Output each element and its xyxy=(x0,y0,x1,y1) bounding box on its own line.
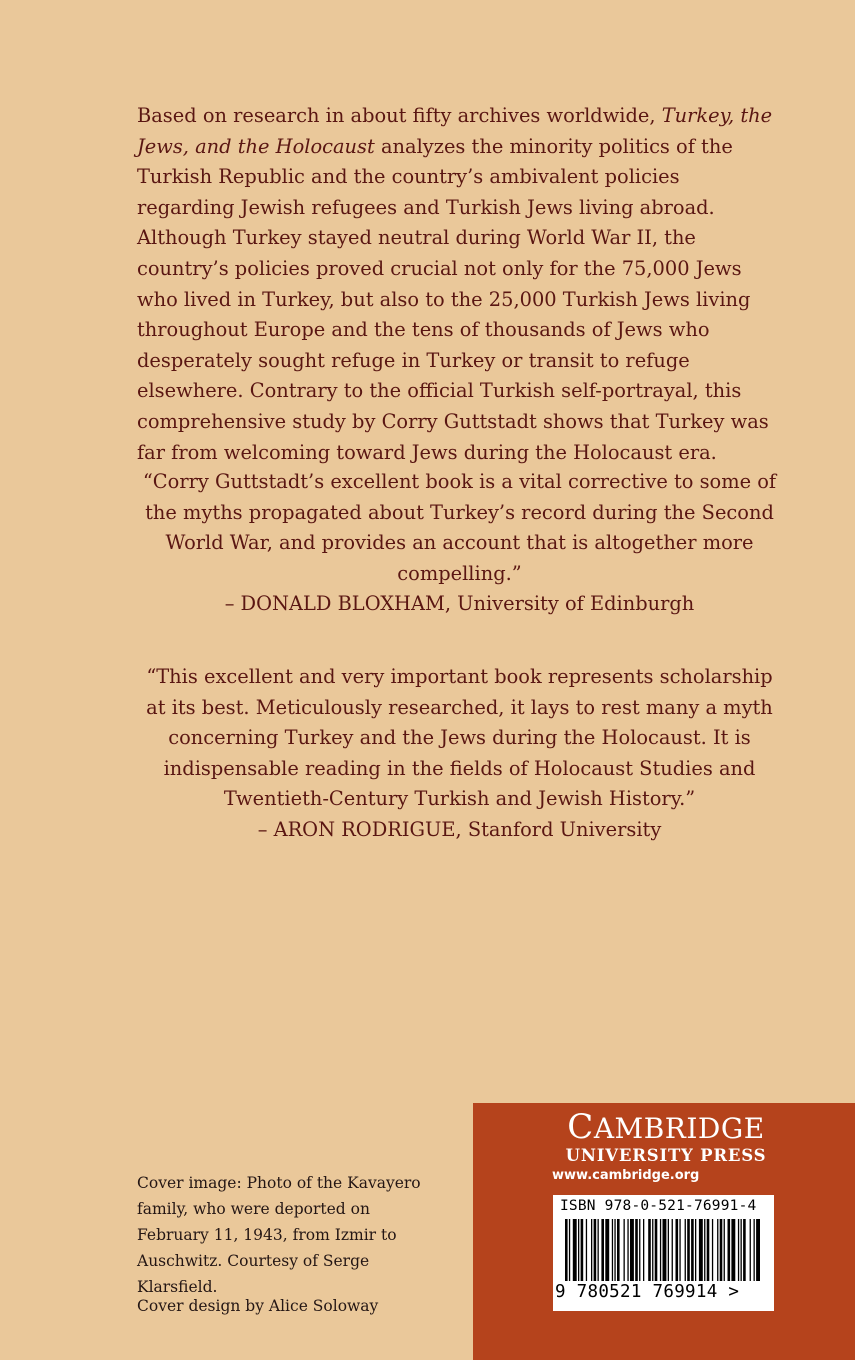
quote-text: “Corry Guttstadt’s excellent book is a vital corrective to some of the myths propagated about Turkey’s record during the Second World War, and provides an account that is altogether more compelling.” xyxy=(142,470,777,585)
barcode-bar xyxy=(565,1219,568,1281)
barcode-bar xyxy=(691,1219,694,1281)
barcode-bar xyxy=(743,1219,746,1281)
barcode-bar xyxy=(635,1219,638,1281)
quote-attribution: – ARON RODRIGUE, Stanford University xyxy=(257,817,662,841)
barcode-bar xyxy=(756,1219,760,1281)
barcode-bar xyxy=(578,1219,579,1281)
barcode-bar xyxy=(598,1219,599,1281)
barcode-bar xyxy=(668,1219,669,1281)
barcode-bar xyxy=(738,1219,739,1281)
isbn-barcode xyxy=(553,1195,774,1311)
barcode-bar xyxy=(720,1219,723,1281)
endorsement-quote xyxy=(137,662,782,846)
quote-text: “This excellent and very important book represents scholarship at its best. Meticulously researched, it lays to rest many a myth concerning Turkey and the Jews during the Holocaust. It is indispensable reading in the fields of Holocaust Studies and Twentieth-Century Turkish and Jewish History.” xyxy=(146,665,773,811)
cover-image-credit: Cover image: Photo of the Kavayero family, who were deported on February 11, 1943, from Izmir to Auschwitz. Courtesy of Serge Klarsfield. xyxy=(137,1174,421,1296)
back-cover-blurb xyxy=(137,101,782,468)
isbn-number: ISBN 978-0-521-76991-4 xyxy=(560,1198,757,1214)
barcode-bar xyxy=(601,1219,604,1281)
barcode-bar xyxy=(687,1219,690,1281)
barcode-bar xyxy=(573,1219,577,1281)
barcode-bar xyxy=(627,1219,628,1281)
publisher-name: CAMBRIDGE xyxy=(567,1107,765,1147)
barcode-bar xyxy=(704,1219,705,1281)
barcode-bar xyxy=(731,1219,735,1281)
barcode-bar xyxy=(685,1219,686,1281)
barcode-bar xyxy=(630,1219,634,1281)
barcode-bar xyxy=(605,1219,609,1281)
barcode-bar xyxy=(660,1219,661,1281)
barcode-bar xyxy=(639,1219,640,1281)
barcode-bar xyxy=(676,1219,679,1281)
blurb-text-rest: analyzes the minority politics of the Turkish Republic and the country’s ambivalent policies regarding Jewish refugees and Turkish Jews living abroad. Although Turkey stayed neutral during World War II, the country’s policies proved crucial not only for the 75,000 Jews who lived in Turkey, but also to the 25,000 Turkish Jews living throughout Europe and the tens of thousands of Jews who desperately sought refuge in Turkey or transit to refuge elsewhere. Contrary to the official Turkish self-portrayal, this comprehensive study by Corry Guttstadt shows that Turkey was far from welcoming toward Jews during the Holocaust era. xyxy=(137,134,769,464)
barcode-bar xyxy=(617,1219,620,1281)
barcode-bar xyxy=(652,1219,653,1281)
barcode-bar xyxy=(672,1219,673,1281)
publisher-url: www.cambridge.org xyxy=(552,1168,700,1183)
barcode-bar xyxy=(581,1219,584,1281)
quote-attribution: – DONALD BLOXHAM, University of Edinburgh xyxy=(224,592,695,616)
barcode-bar xyxy=(754,1219,755,1281)
cover-design-credit: Cover design by Alice Soloway xyxy=(137,1297,379,1315)
barcode-bar xyxy=(624,1219,625,1281)
blurb-text-start: Based on research in about fifty archives worldwide, xyxy=(137,104,662,127)
barcode-bar xyxy=(712,1219,713,1281)
publisher-panel xyxy=(473,1103,855,1360)
barcode-bar xyxy=(717,1219,718,1281)
barcode-bar xyxy=(699,1219,703,1281)
barcode-bar xyxy=(643,1219,644,1281)
barcode-digits: 9 780521 769914 > xyxy=(555,1282,740,1302)
barcode-bar xyxy=(586,1219,587,1281)
book-title: Turkey, the Jews, and the Holocaust xyxy=(137,104,773,158)
publisher-subname: UNIVERSITY PRESS xyxy=(565,1146,767,1165)
barcode-bar xyxy=(591,1219,592,1281)
barcode-bar xyxy=(707,1219,710,1281)
barcode-bar xyxy=(695,1219,696,1281)
barcode-bar xyxy=(741,1219,742,1281)
barcode-bar xyxy=(612,1219,613,1281)
barcode-bar xyxy=(724,1219,725,1281)
barcode-bar xyxy=(655,1219,658,1281)
endorsement-quote xyxy=(137,467,782,620)
barcode-bar xyxy=(750,1219,751,1281)
barcode-bar xyxy=(594,1219,597,1281)
barcode-bar xyxy=(569,1219,570,1281)
barcode-bar xyxy=(679,1219,680,1281)
barcode-bar xyxy=(728,1219,731,1281)
barcode-bars-icon xyxy=(565,1219,761,1281)
publisher-logo xyxy=(551,1107,781,1166)
barcode-bar xyxy=(663,1219,667,1281)
barcode-bar xyxy=(614,1219,615,1281)
barcode-bar xyxy=(648,1219,651,1281)
